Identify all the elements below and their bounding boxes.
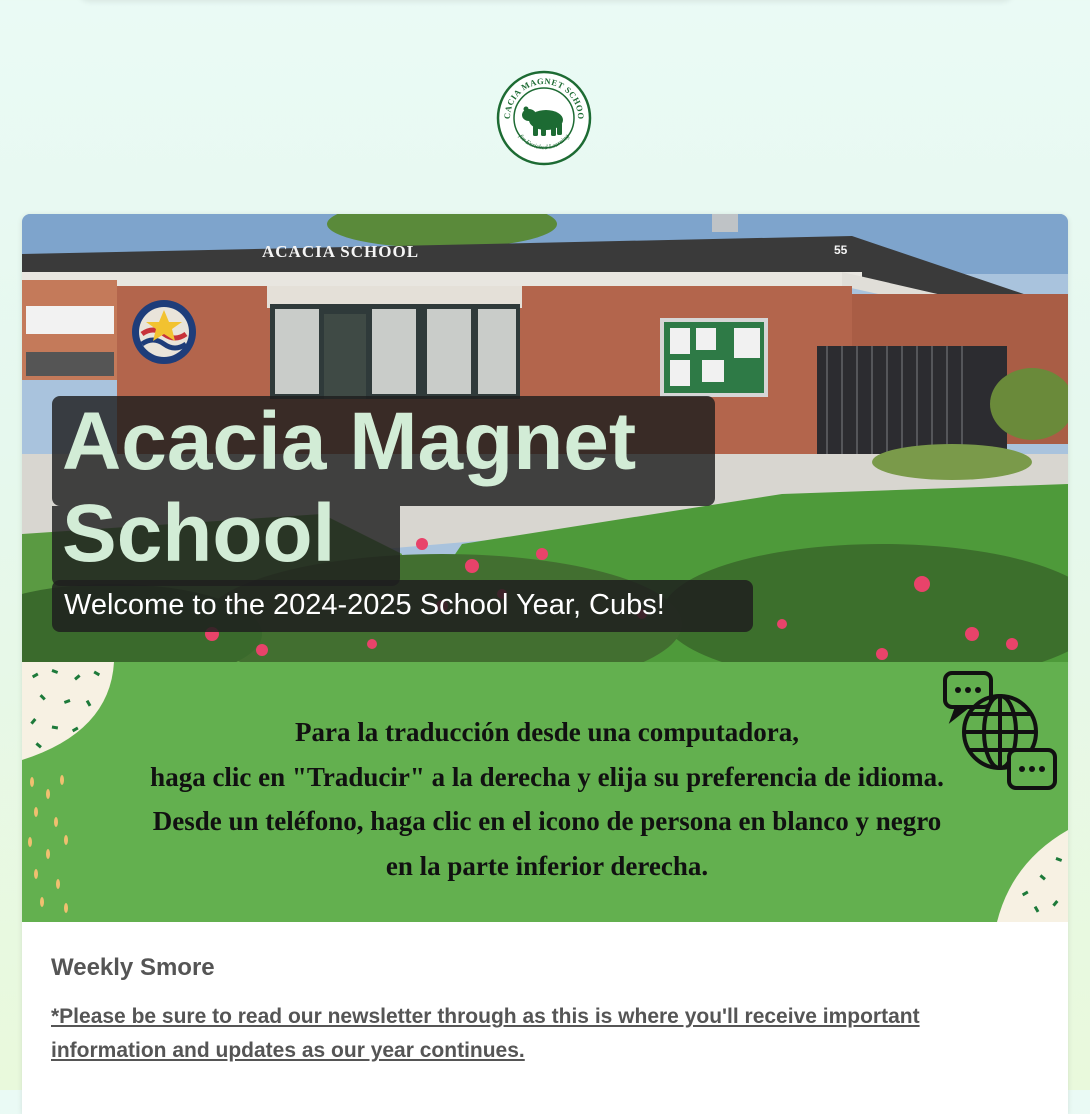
section-title: Weekly Smore bbox=[51, 954, 215, 981]
newsletter-card bbox=[22, 214, 1068, 1114]
logo-ring-bottom-text: for Enriched Learning bbox=[517, 133, 571, 152]
newsletter-note: *Please be sure to read our newsletter through as this is where you'll receive important information and updates as our year continues. bbox=[51, 1005, 920, 1062]
translation-instructions bbox=[82, 710, 1012, 888]
building-sign-text: ACACIA SCHOOL bbox=[262, 242, 420, 261]
translation-banner bbox=[22, 662, 1068, 922]
translation-line-2: haga clic en "Traducir" a la derecha y elija su preferencia de idioma. bbox=[150, 761, 944, 792]
hero-title bbox=[62, 396, 742, 580]
hero-title-line1: Acacia Magnet bbox=[62, 396, 637, 487]
translation-line-3: Desde un teléfono, haga clic en el icono de persona en blanco y negro bbox=[152, 806, 942, 836]
translation-line-1: Para la traducción desde una computadora, bbox=[294, 717, 799, 747]
logo-ring-top-text: CACIA MAGNET SCHOO bbox=[501, 75, 587, 120]
content-section bbox=[22, 922, 1068, 1114]
room-number-text: 55 bbox=[834, 243, 848, 257]
hero-title-line2: School bbox=[62, 488, 336, 579]
hero-subtitle: Welcome to the 2024-2025 School Year, Cubs! bbox=[64, 589, 665, 621]
hero-image bbox=[22, 214, 1068, 662]
school-logo bbox=[496, 70, 592, 166]
translation-line-4: en la parte inferior derecha. bbox=[385, 850, 709, 881]
